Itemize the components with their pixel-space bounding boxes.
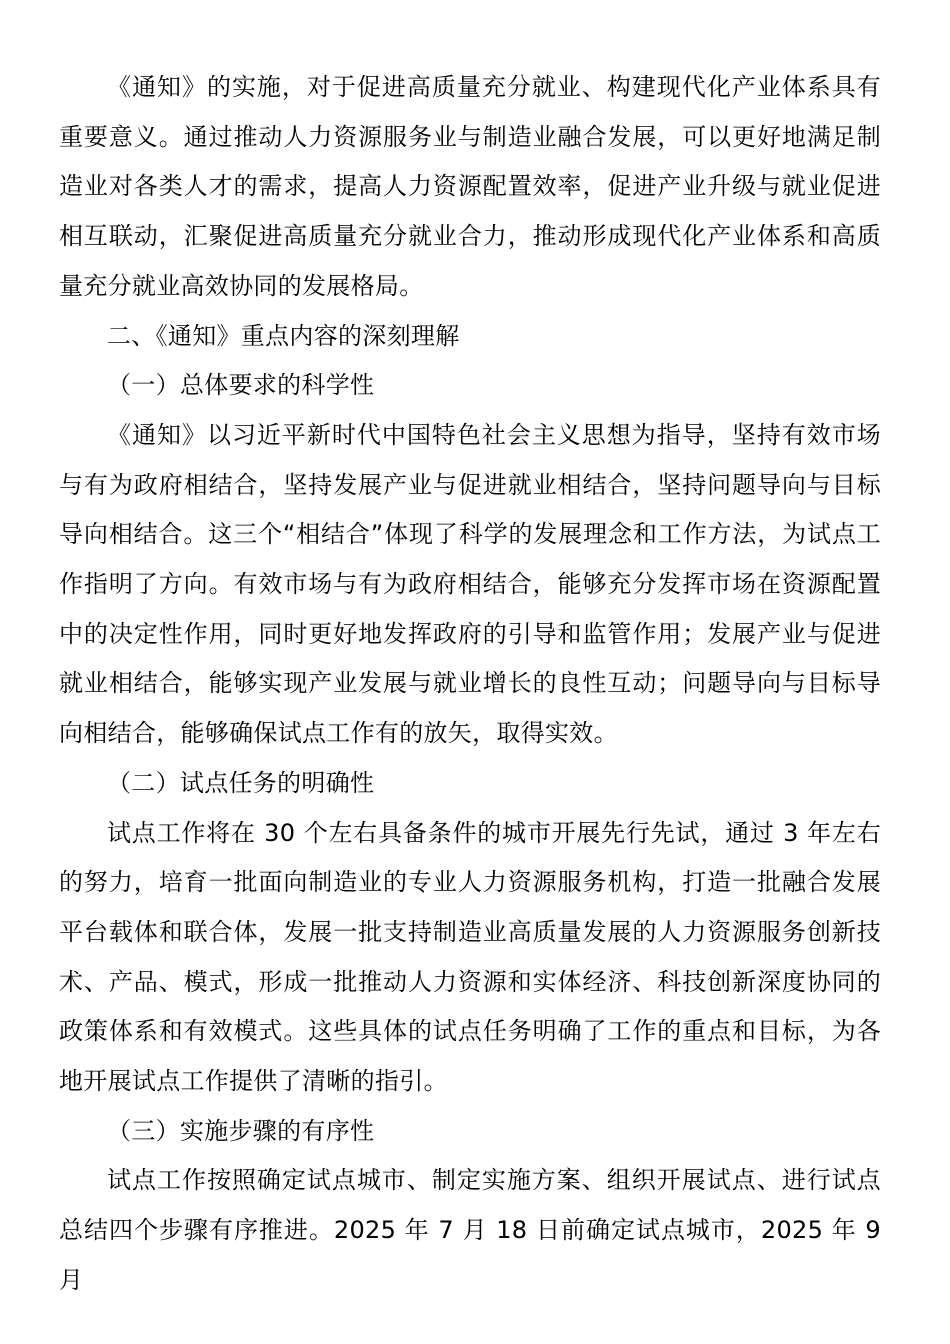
section-heading-2: 二、《通知》重点内容的深刻理解 (107, 321, 460, 350)
paragraph-requirements: 《通知》以习近平新时代中国特色社会主义思想为指导，坚持有效市场与有为政府相结合，坚持发展产业与促进就业相结合，坚持问题导向与目标导向相结合。这三个“相结合”体现了科学的发展理念和工作方法，为试点工作指明了方向。有效市场与有为政府相结合，能够充分发挥市场在资源配置中的决定性作用，同时更好地发挥政府的引导和监管作用；发展产业与促进就业相结合，能够实现产业发展与就业增长的良性互动；问题导向与目标导向相结合，能够确保试点工作有的放矢，取得实效。 (59, 420, 881, 748)
paragraph-significance: 《通知》的实施，对于促进高质量充分就业、构建现代化产业体系具有重要意义。通过推动人力资源服务业与制造业融合发展，可以更好地满足制造业对各类人才的需求，提高人力资源配置效率，促进产业升级与就业促进相互联动，汇聚促进高质量充分就业合力，推动形成现代化产业体系和高质量充分就业高效协同的发展格局。 (59, 73, 881, 300)
subheading-1: （一）总体要求的科学性 (107, 371, 375, 400)
subheading-3: （三）实施步骤的有序性 (107, 1116, 375, 1145)
document-page (59, 63, 881, 1306)
paragraph-steps: 试点工作按照确定试点城市、制定实施方案、组织开展试点、进行试点总结四个步骤有序推进。2025 年 7 月 18 日前确定试点城市，2025 年 9 月 (59, 1166, 881, 1294)
paragraph-tasks: 试点工作将在 30 个左右具备条件的城市开展先行先试，通过 3 年左右的努力，培育一批面向制造业的专业人力资源服务机构，打造一批融合发展平台载体和联合体，发展一批支持制造业高质量发展的人力资源服务创新技术、产品、模式，形成一批推动人力资源和实体经济、科技创新深度协同的政策体系和有效模式。这些具体的试点任务明确了工作的重点和目标，为各地开展试点工作提供了清晰的指引。 (59, 818, 881, 1096)
subheading-2: （二）试点任务的明确性 (107, 768, 375, 797)
